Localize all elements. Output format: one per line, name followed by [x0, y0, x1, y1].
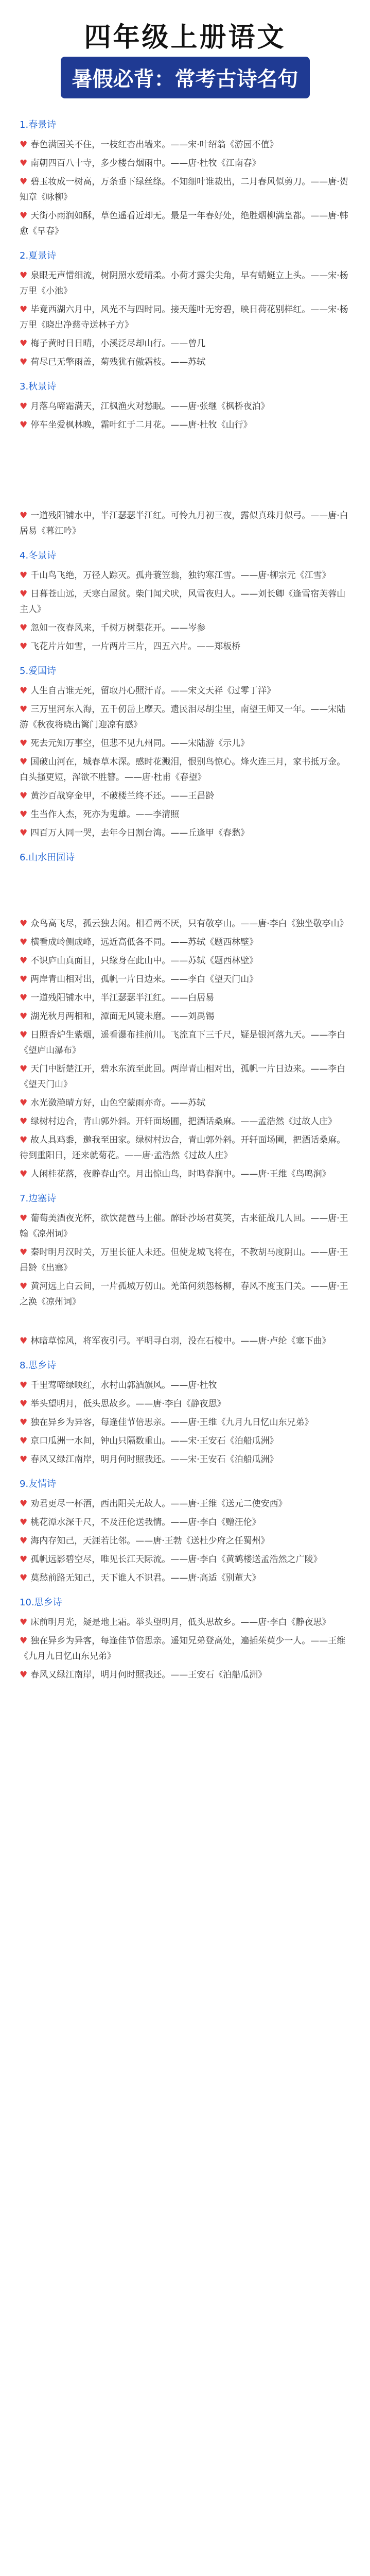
- page-title: 四年级上册语文: [84, 22, 286, 53]
- spacer: [20, 436, 349, 508]
- heart-icon: ♥: [20, 1064, 28, 1074]
- list-item: ♥ 床前明月光，疑是地上霜。举头望明月，低头思故乡。——唐·李白《静夜思》: [20, 1615, 349, 1630]
- list-item: ♥ 湖光秋月两相和，潭面无风镜未磨。——刘禹锡: [20, 1009, 349, 1024]
- list-item: ♥ 横看成岭侧成峰，远近高低各不同。——苏轼《题西林壁》: [20, 935, 349, 950]
- list-item: ♥ 举头望明月，低头思故乡。——唐·李白《静夜思》: [20, 1396, 349, 1412]
- list-item: ♥ 黄沙百战穿金甲，不破楼兰终不还。——王昌龄: [20, 788, 349, 804]
- banner-wrap: [0, 57, 370, 98]
- list-item: ♥ 黄河远上白云间，一片孤城万仞山。羌笛何须怨杨柳，春风不度玉门关。——唐·王之涣《凉州词》: [20, 1279, 349, 1310]
- heart-icon: ♥: [20, 420, 28, 430]
- heart-icon: ♥: [20, 1213, 28, 1224]
- heart-icon: ♥: [20, 1454, 28, 1465]
- heart-icon: ♥: [20, 937, 28, 947]
- list-item: ♥ 死去元知万事空，但悲不见九州同。——宋陆游《示儿》: [20, 736, 349, 751]
- list-item: ♥ 天街小雨润如酥，草色遥看近却无。最是一年春好处，绝胜烟柳满皇都。——唐·韩愈《早春》: [20, 208, 349, 239]
- heart-icon: ♥: [20, 511, 28, 521]
- list-item: ♥ 故人具鸡黍，邀我至田家。绿树村边合，青山郭外斜。开轩面场圃，把酒话桑麻。待到重阳日，还来就菊花。——唐·孟浩然《过故人庄》: [20, 1132, 349, 1163]
- heart-icon: ♥: [20, 828, 28, 838]
- heart-icon: ♥: [20, 1169, 28, 1179]
- section-heading-2: 2.夏景诗: [20, 250, 57, 261]
- heart-icon: ♥: [20, 338, 28, 349]
- list-item: ♥ 独在异乡为异客，每逢佳节倍思亲。——唐·王维《九月九日忆山东兄弟》: [20, 1415, 349, 1430]
- list-item: ♥ 桃花潭水深千尺，不及汪伦送我情。——唐·李白《赠汪伦》: [20, 1515, 349, 1530]
- list-item: ♥ 泉眼无声惜细流，树阴照水爱晴柔。小荷才露尖尖角，早有蜻蜓立上头。——宋·杨万里《小池》: [20, 268, 349, 299]
- list-item: ♥ 日暮苍山远，天寒白屋贫。柴门闻犬吠，风雪夜归人。——刘长卿《逢雪宿芙蓉山主人》: [20, 586, 349, 617]
- spacer: [20, 1313, 349, 1333]
- heart-icon: ♥: [20, 570, 28, 581]
- section-heading-4: 4.冬景诗: [20, 550, 57, 561]
- heart-icon: ♥: [20, 1011, 28, 1022]
- list-item: ♥ 千山鸟飞绝，万径人踪灭。孤舟蓑笠翁，独钓寒江雪。——唐·柳宗元《江雪》: [20, 568, 349, 583]
- list-item: ♥ 众鸟高飞尽，孤云独去闲。相看两不厌，只有敬亭山。——唐·李白《独坐敬亭山》: [20, 916, 349, 931]
- heart-icon: ♥: [20, 1436, 28, 1446]
- list-item: ♥ 梅子黄时日日晴，小溪泛尽却山行。——曾几: [20, 336, 349, 351]
- heart-icon: ♥: [20, 158, 28, 168]
- list-item: ♥ 南朝四百八十寺，多少楼台烟雨中。——唐·杜牧《江南春》: [20, 156, 349, 171]
- section-heading-7: 7.边塞诗: [20, 1193, 57, 1204]
- heart-icon: ♥: [20, 211, 28, 221]
- heart-icon: ♥: [20, 1399, 28, 1409]
- list-item: ♥ 水光潋滟晴方好，山色空蒙雨亦奇。——苏轼: [20, 1095, 349, 1111]
- list-item: ♥ 月落乌啼霜满天，江枫渔火对愁眠。——唐·张继《枫桥夜泊》: [20, 399, 349, 414]
- heart-icon: ♥: [20, 401, 28, 412]
- list-item: ♥ 莫愁前路无知己，天下谁人不识君。——唐·高适《别董大》: [20, 1570, 349, 1586]
- list-item: ♥ 劝君更尽一杯酒，西出阳关无故人。——唐·王维《送元二使安西》: [20, 1496, 349, 1512]
- list-item: ♥ 春色满园关不住，一枝红杏出墙来。——宋·叶绍翁《游园不值》: [20, 137, 349, 152]
- heart-icon: ♥: [20, 1135, 28, 1145]
- list-item: ♥ 两岸青山相对出，孤帆一片日边来。——李白《望天门山》: [20, 972, 349, 987]
- section-heading-8: 8.思乡诗: [20, 1360, 57, 1371]
- heart-icon: ♥: [20, 1670, 28, 1680]
- section-heading-10: 10.思乡诗: [20, 1597, 62, 1608]
- section-heading-6: 6.山水田园诗: [20, 852, 75, 863]
- heart-icon: ♥: [20, 1247, 28, 1258]
- list-item: ♥ 京口瓜洲一水间，钟山只隔数重山。——宋·王安石《泊船瓜洲》: [20, 1433, 349, 1449]
- heart-icon: ♥: [20, 1098, 28, 1108]
- heart-icon: ♥: [20, 270, 28, 281]
- list-item: ♥ 孤帆远影碧空尽，唯见长江天际流。——唐·李白《黄鹤楼送孟浩然之广陵》: [20, 1552, 349, 1567]
- heart-icon: ♥: [20, 704, 28, 715]
- heart-icon: ♥: [20, 140, 28, 150]
- list-item: ♥ 日照香炉生紫烟，遥看瀑布挂前川。飞流直下三千尺，疑是银河落九天。——李白《望庐山瀑布》: [20, 1027, 349, 1058]
- heart-icon: ♥: [20, 177, 28, 187]
- list-item: ♥ 千里莺啼绿映红，水村山郭酒旗风。——唐·杜牧: [20, 1378, 349, 1393]
- list-item: ♥ 春风又绿江南岸，明月何时照我还。——宋·王安石《泊船瓜洲》: [20, 1452, 349, 1467]
- list-item: ♥ 林暗草惊风，将军夜引弓。平明寻白羽，没在石棱中。——唐·卢纶《塞下曲》: [20, 1333, 349, 1349]
- heart-icon: ♥: [20, 738, 28, 749]
- heart-icon: ♥: [20, 1554, 28, 1565]
- heart-icon: ♥: [20, 686, 28, 696]
- heart-icon: ♥: [20, 1617, 28, 1628]
- list-item: ♥ 飞花片片如雪，一片两片三片，四五六片。——郑板桥: [20, 639, 349, 654]
- list-item: ♥ 春风又绿江南岸，明月何时照我还。——王安石《泊船瓜洲》: [20, 1667, 349, 1683]
- heart-icon: ♥: [20, 919, 28, 929]
- list-item: ♥ 葡萄美酒夜光杯，欲饮琵琶马上催。醉卧沙场君莫笑，古来征战几人回。——唐·王翰《凉州词》: [20, 1211, 349, 1242]
- section-heading-5: 5.爱国诗: [20, 666, 57, 676]
- heart-icon: ♥: [20, 1116, 28, 1127]
- section-heading-1: 1.春景诗: [20, 120, 57, 130]
- heart-icon: ♥: [20, 1636, 28, 1646]
- list-item: ♥ 一道残阳铺水中，半江瑟瑟半江红。可怜九月初三夜，露似真珠月似弓。——唐·白居易《暮江吟》: [20, 508, 349, 539]
- list-item: ♥ 绿树村边合，青山郭外斜。开轩面场圃，把酒话桑麻。——孟浩然《过故人庄》: [20, 1114, 349, 1129]
- page-banner: 暑假必背：常考古诗名句: [61, 57, 310, 98]
- heart-icon: ♥: [20, 1417, 28, 1428]
- list-item: ♥ 天门中断楚江开，碧水东流至此回。两岸青山相对出，孤帆一片日边来。——李白《望天门山》: [20, 1061, 349, 1092]
- list-item: ♥ 碧玉妆成一树高，万条垂下绿丝绦。不知细叶谁裁出，二月春风似剪刀。——唐·贺知章《咏柳》: [20, 174, 349, 205]
- heart-icon: ♥: [20, 1380, 28, 1391]
- list-item: ♥ 荷尽已无擎雨盖，菊残犹有傲霜枝。——苏轼: [20, 354, 349, 370]
- list-item: ♥ 毕竟西湖六月中，风光不与四时同。接天莲叶无穷碧，映日荷花别样红。——宋·杨万里《晓出净慈寺送林子方》: [20, 302, 349, 333]
- heart-icon: ♥: [20, 357, 28, 367]
- heart-icon: ♥: [20, 1281, 28, 1292]
- list-item: ♥ 一道残阳铺水中，半江瑟瑟半江红。——白居易: [20, 990, 349, 1006]
- heart-icon: ♥: [20, 809, 28, 820]
- list-item: ♥ 四百万人同一哭，去年今日割台湾。——丘逢甲《春愁》: [20, 825, 349, 841]
- list-item: ♥ 忽如一夜春风来，千树万树梨花开。——岑参: [20, 620, 349, 636]
- heart-icon: ♥: [20, 623, 28, 633]
- heart-icon: ♥: [20, 993, 28, 1003]
- list-item: ♥ 生当作人杰，死亦为鬼雄。——李清照: [20, 807, 349, 822]
- heart-icon: ♥: [20, 1336, 28, 1346]
- heart-icon: ♥: [20, 1573, 28, 1583]
- heart-icon: ♥: [20, 956, 28, 966]
- heart-icon: ♥: [20, 974, 28, 985]
- list-item: ♥ 人生自古谁无死，留取丹心照汗青。——宋文天祥《过零丁洋》: [20, 683, 349, 699]
- list-item: ♥ 独在异乡为异客，每逢佳节倍思亲。遥知兄弟登高处，遍插茱萸少一人。——王维《九月九日忆山东兄弟》: [20, 1633, 349, 1664]
- heart-icon: ♥: [20, 1499, 28, 1509]
- section-heading-9: 9.友情诗: [20, 1479, 57, 1489]
- heart-icon: ♥: [20, 304, 28, 315]
- list-item: ♥ 停车坐爱枫林晚，霜叶红于二月花。——唐·杜牧《山行》: [20, 417, 349, 433]
- content: [20, 108, 349, 1686]
- list-item: ♥ 国破山河在，城春草木深。感时花溅泪，恨别鸟惊心。烽火连三月，家书抵万金。白头搔更短，浑欲不胜簪。——唐·杜甫《春望》: [20, 754, 349, 785]
- heart-icon: ♥: [20, 1030, 28, 1040]
- list-item: ♥ 人闲桂花落，夜静春山空。月出惊山鸟，时鸣春涧中。——唐·王维《鸟鸣涧》: [20, 1166, 349, 1182]
- list-item: ♥ 三万里河东入海，五千仞岳上摩天。遗民泪尽胡尘里，南望王师又一年。——宋陆游《秋夜将晓出篱门迎凉有感》: [20, 702, 349, 733]
- heart-icon: ♥: [20, 1517, 28, 1528]
- heart-icon: ♥: [20, 757, 28, 767]
- list-item: ♥ 海内存知己，天涯若比邻。——唐·王勃《送杜少府之任蜀州》: [20, 1533, 349, 1549]
- heart-icon: ♥: [20, 641, 28, 652]
- spacer: [20, 870, 349, 916]
- heart-icon: ♥: [20, 589, 28, 599]
- heart-icon: ♥: [20, 1536, 28, 1546]
- list-item: ♥ 秦时明月汉时关，万里长征人未还。但使龙城飞将在，不教胡马度阴山。——唐·王昌龄《出塞》: [20, 1245, 349, 1276]
- section-heading-3: 3.秋景诗: [20, 381, 57, 392]
- list-item: ♥ 不识庐山真面目，只缘身在此山中。——苏轼《题西林壁》: [20, 953, 349, 969]
- heart-icon: ♥: [20, 791, 28, 801]
